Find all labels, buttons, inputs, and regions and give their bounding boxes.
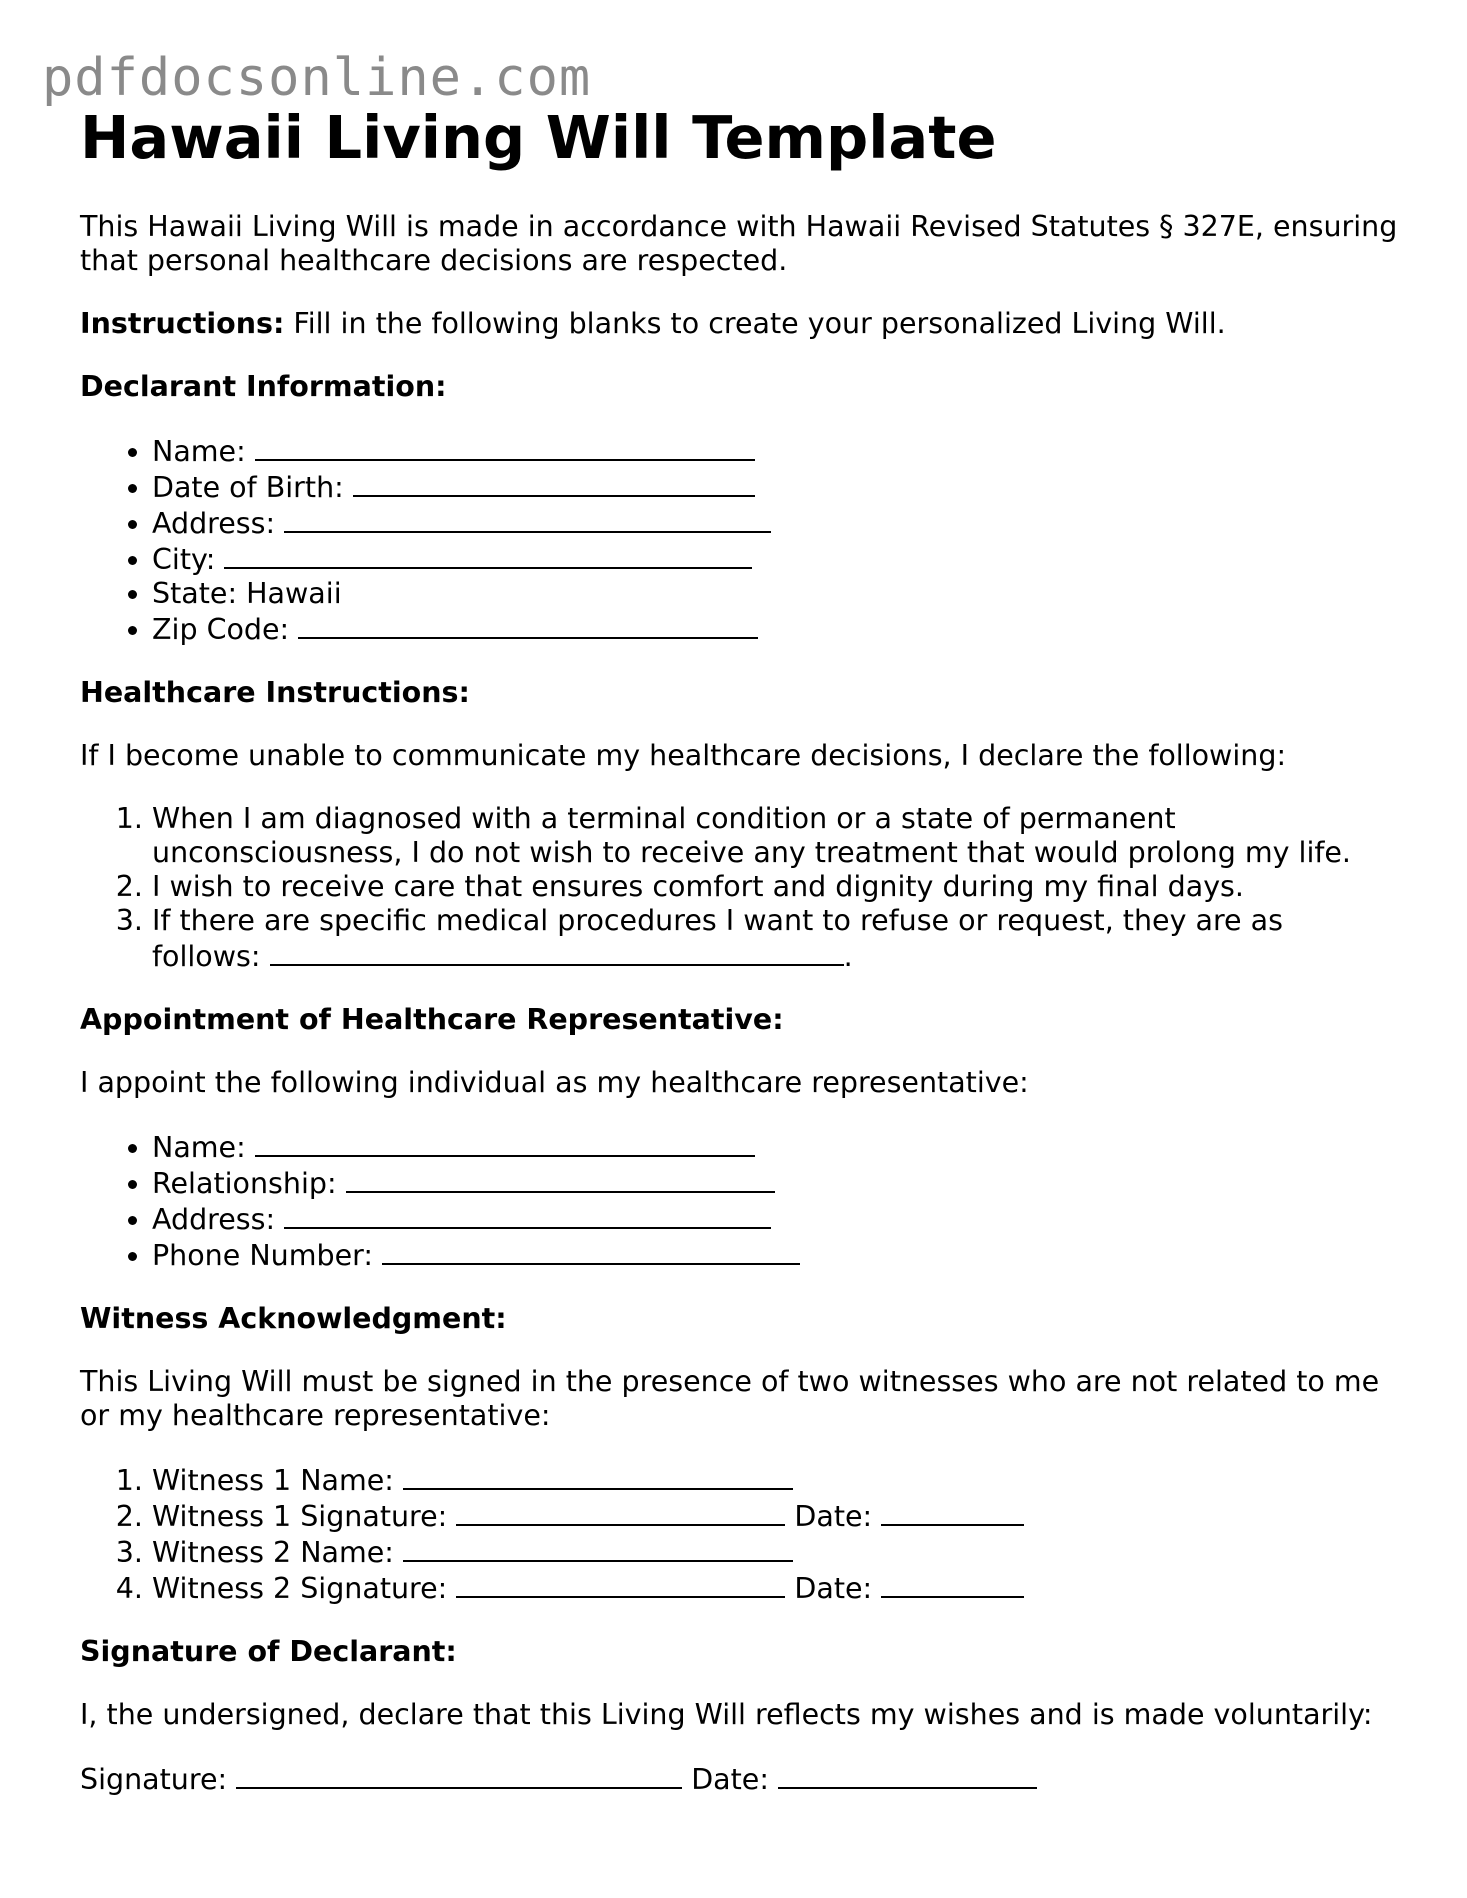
field-label: Witness 1 Signature: [152, 1500, 457, 1533]
zip-blank[interactable] [298, 611, 758, 639]
date-label: Date: [785, 1572, 882, 1605]
witness1-signature-item [152, 1498, 1400, 1534]
declarant-zip-field [152, 611, 1400, 647]
city-blank[interactable] [224, 541, 752, 569]
field-label: Relationship: [152, 1167, 346, 1200]
document-title: Hawaii Living Will Template [80, 103, 997, 172]
representative-fields [80, 1129, 1400, 1273]
signature-heading: Signature of Declarant: [80, 1635, 457, 1668]
healthcare-heading: Healthcare Instructions: [80, 676, 470, 709]
healthcare-item: 1. When I am diagnosed with a terminal condition or a state of permanent unconsciousness, I do not wish to receive any treatment that would prolong my life. [152, 802, 1400, 870]
instructions-paragraph [80, 307, 1400, 341]
period: . [843, 940, 853, 973]
field-label: Phone Number: [152, 1239, 382, 1272]
witness2-name-item [152, 1534, 1400, 1570]
field-label: Witness 2 Name: [152, 1536, 403, 1569]
dob-blank[interactable] [353, 469, 755, 497]
witness-lead: This Living Will must be signed in the presence of two witnesses who are not related to me or my healthcare representative: [80, 1365, 1380, 1432]
witness1-name-item [152, 1462, 1400, 1498]
declarant-heading: Declarant Information: [80, 370, 447, 403]
phone-blank[interactable] [382, 1237, 800, 1265]
healthcare-item-text: If there are specific medical procedures I want to refuse or request, they are as follows: [152, 904, 1283, 973]
field-label: State: Hawaii [152, 577, 342, 610]
rep-name-field [152, 1129, 1400, 1165]
field-label: Address: [152, 507, 285, 540]
representative-lead: I appoint the following individual as my healthcare representative: [80, 1066, 1029, 1099]
healthcare-lead: If I become unable to communicate my healthcare decisions, I declare the following: [80, 739, 1287, 772]
field-label: Address: [152, 1203, 285, 1236]
rep-name-blank[interactable] [255, 1129, 755, 1157]
field-label: Zip Code: [152, 613, 299, 646]
witness2-date-blank[interactable] [881, 1570, 1024, 1598]
signature-line [80, 1761, 1400, 1797]
rep-phone-field [152, 1237, 1400, 1273]
declarant-name-field [152, 433, 1400, 469]
field-label: Witness 2 Signature: [152, 1572, 457, 1605]
address-blank[interactable] [284, 505, 771, 533]
healthcare-items [80, 802, 1400, 974]
witness2-signature-blank[interactable] [456, 1570, 785, 1598]
field-label: Name: [152, 435, 255, 468]
witness2-signature-item [152, 1570, 1400, 1606]
witness-heading: Witness Acknowledgment: [80, 1302, 507, 1335]
witness-items [80, 1462, 1400, 1606]
witness1-signature-blank[interactable] [456, 1498, 785, 1526]
intro-paragraph: This Hawaii Living Will is made in accordance with Hawaii Revised Statutes § 327E, ensuring that personal healthcare decisions are respected. [80, 210, 1398, 277]
declarant-fields [80, 433, 1400, 647]
representative-heading: Appointment of Healthcare Representative: [80, 1003, 784, 1036]
declarant-address-field [152, 505, 1400, 541]
witness1-date-blank[interactable] [881, 1498, 1024, 1526]
field-label: City: [152, 543, 225, 576]
signature-blank[interactable] [236, 1761, 682, 1789]
declarant-dob-field [152, 469, 1400, 505]
date-label: Date: [785, 1500, 882, 1533]
witness1-name-blank[interactable] [403, 1462, 793, 1490]
declarant-city-field [152, 541, 1400, 577]
name-blank[interactable] [255, 433, 755, 461]
rep-address-field [152, 1201, 1400, 1237]
field-label: Witness 1 Name: [152, 1464, 403, 1497]
instructions-label: Instructions: [80, 307, 285, 340]
date-label: Date: [682, 1763, 778, 1796]
field-label: Name: [152, 1131, 255, 1164]
signature-label: Signature: [80, 1763, 237, 1796]
relationship-blank[interactable] [346, 1165, 775, 1193]
signature-lead: I, the undersigned, declare that this Living Will reflects my wishes and is made voluntarily: [80, 1698, 1373, 1731]
rep-address-blank[interactable] [284, 1201, 771, 1229]
procedures-blank[interactable] [270, 938, 844, 966]
healthcare-item [152, 904, 1400, 974]
healthcare-item: 2. I wish to receive care that ensures comfort and dignity during my final days. [152, 870, 1400, 904]
field-label: Date of Birth: [152, 471, 353, 504]
instructions-text: Fill in the following blanks to create your personalized Living Will. [284, 307, 1226, 340]
declarant-state-field [152, 577, 1400, 611]
document-page [80, 100, 1400, 1797]
watermark: pdfdocsonline.com [42, 48, 592, 108]
witness2-name-blank[interactable] [403, 1534, 793, 1562]
signature-date-blank[interactable] [778, 1761, 1037, 1789]
rep-relationship-field [152, 1165, 1400, 1201]
